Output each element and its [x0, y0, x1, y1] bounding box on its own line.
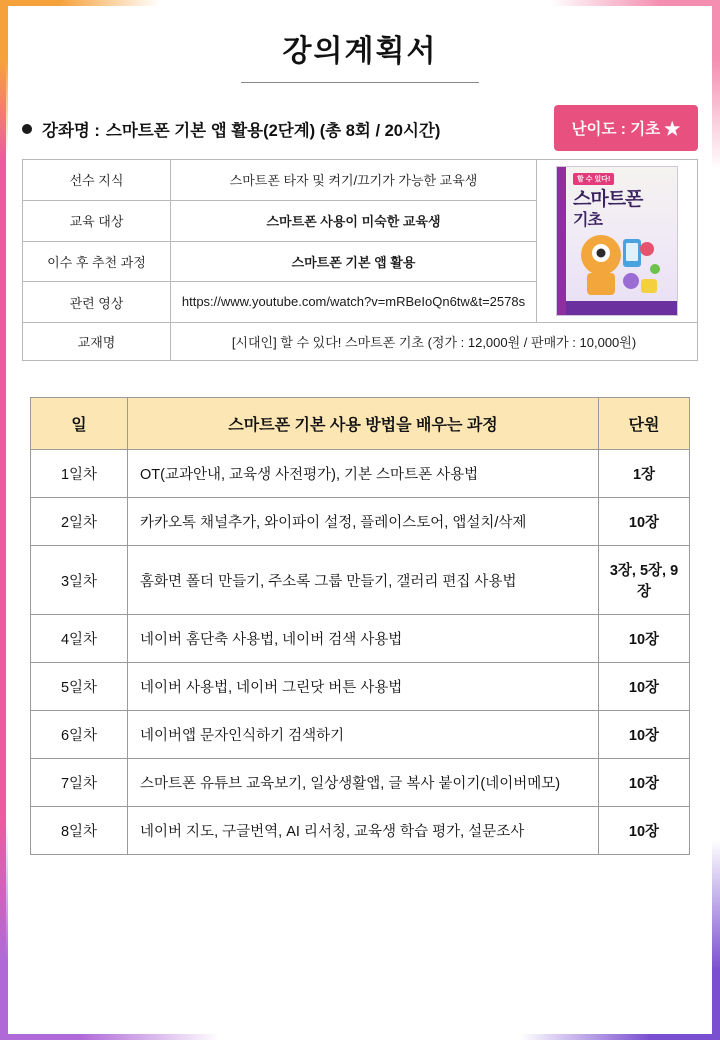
info-label: 관련 영상 [23, 282, 171, 323]
row-unit: 1장 [599, 450, 690, 498]
table-row [31, 498, 690, 546]
table-row [31, 759, 690, 807]
info-label: 선수 지식 [23, 160, 171, 201]
info-label: 교육 대상 [23, 200, 171, 241]
info-label: 교재명 [23, 323, 171, 361]
row-day: 7일차 [31, 759, 128, 807]
table-row [31, 546, 690, 615]
book-illustration-icon [571, 229, 667, 299]
book-title-line1: 스마트폰 [573, 189, 643, 210]
course-header [22, 117, 698, 141]
row-unit: 10장 [599, 615, 690, 663]
row-unit: 10장 [599, 498, 690, 546]
column-header-day: 일 [31, 398, 128, 450]
info-value: 스마트폰 기본 앱 활용 [171, 241, 537, 282]
table-row [31, 711, 690, 759]
schedule-table [30, 397, 690, 855]
info-value: 스마트폰 사용이 미숙한 교육생 [171, 200, 537, 241]
row-unit: 10장 [599, 711, 690, 759]
table-row [31, 615, 690, 663]
row-day: 8일차 [31, 807, 128, 855]
row-description: 카카오톡 채널추가, 와이파이 설정, 플레이스토어, 앱설치/삭제 [128, 498, 599, 546]
title-section [22, 0, 698, 83]
table-row [23, 323, 698, 361]
row-day: 1일차 [31, 450, 128, 498]
row-description: 홈화면 폴더 만들기, 주소록 그룹 만들기, 갤러리 편집 사용법 [128, 546, 599, 615]
book-tag: 할 수 있다! [573, 173, 614, 185]
row-description: 네이버 홈단축 사용법, 네이버 검색 사용법 [128, 615, 599, 663]
bullet-icon [22, 124, 32, 134]
book-title-line2: 기초 [573, 212, 602, 229]
related-video-link[interactable]: https://www.youtube.com/watch?v=mRBeIoQn6tw&t=2578s [171, 282, 537, 323]
row-day: 4일차 [31, 615, 128, 663]
row-description: 네이버 사용법, 네이버 그린닷 버튼 사용법 [128, 663, 599, 711]
info-value: 스마트폰 타자 및 켜기/끄기가 가능한 교육생 [171, 160, 537, 201]
info-value: [시대인] 할 수 있다! 스마트폰 기초 (정가 : 12,000원 / 판매가 : 10,000원) [171, 323, 698, 361]
column-header-desc: 스마트폰 기본 사용 방법을 배우는 과정 [128, 398, 599, 450]
row-description: 네이버 지도, 구글번역, AI 리서칭, 교육생 학습 평가, 설문조사 [128, 807, 599, 855]
row-day: 3일차 [31, 546, 128, 615]
course-name: 스마트폰 기본 앱 활용(2단계) (총 8회 / 20시간) [105, 122, 441, 140]
table-row [31, 807, 690, 855]
row-day: 2일차 [31, 498, 128, 546]
book-cover [556, 166, 678, 316]
row-unit: 3장, 5장, 9장 [599, 546, 690, 615]
table-header-row [31, 398, 690, 450]
status-badge: 난이도 : 기초 ★ [554, 105, 698, 151]
book-footer-band [566, 301, 677, 315]
info-label: 이수 후 추천 과정 [23, 241, 171, 282]
row-unit: 10장 [599, 663, 690, 711]
info-table [22, 159, 698, 361]
page-title: 강의계획서 [282, 35, 438, 68]
column-header-unit: 단원 [599, 398, 690, 450]
book-cover-cell [537, 160, 698, 323]
row-description: OT(교과안내, 교육생 사전평가), 기본 스마트폰 사용법 [128, 450, 599, 498]
course-label: 강좌명 : [42, 122, 100, 140]
table-row [31, 450, 690, 498]
row-unit: 10장 [599, 807, 690, 855]
row-unit: 10장 [599, 759, 690, 807]
table-row [31, 663, 690, 711]
book-spine [557, 167, 566, 315]
row-description: 네이버앱 문자인식하기 검색하기 [128, 711, 599, 759]
row-day: 6일차 [31, 711, 128, 759]
row-day: 5일차 [31, 663, 128, 711]
title-divider [241, 82, 479, 83]
table-row [23, 160, 698, 201]
row-description: 스마트폰 유튜브 교육보기, 일상생활앱, 글 복사 붙이기(네이버메모) [128, 759, 599, 807]
